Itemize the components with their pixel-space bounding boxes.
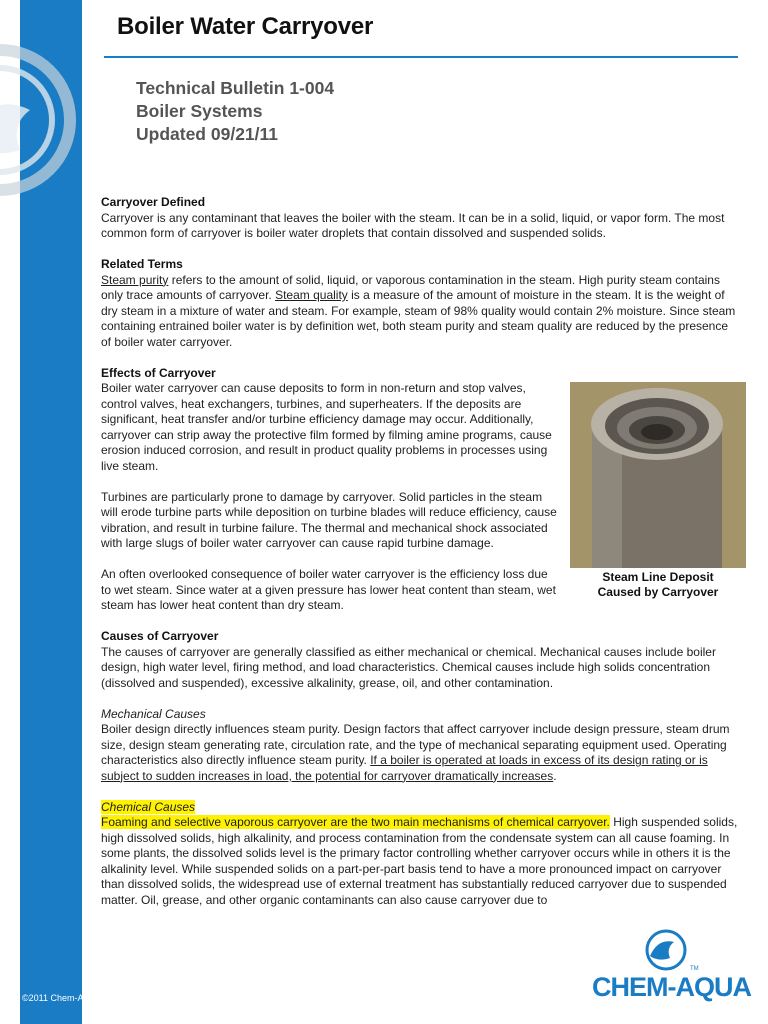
figure-caption bbox=[560, 570, 756, 600]
steam-line-deposit-photo bbox=[570, 382, 746, 568]
chem-aqua-logo-text: CHEM-AQUA bbox=[592, 972, 751, 1002]
pipe-deposit-image bbox=[570, 382, 746, 568]
section-heading-related: Related Terms bbox=[101, 257, 183, 271]
paragraph-effects-3: An often overlooked consequence of boiler water carryover is the efficiency loss due to wet steam. Since water at a given pressure has lower heat content than steam, wet steam has lower heat content than dry steam. bbox=[101, 567, 556, 612]
paragraph-mechanical bbox=[101, 722, 739, 784]
related-text-2: is a measure of the amount of moisture in the steam. It is the weight of dry steam in a mixture of water and steam. For example, steam of 98% quality would contain 2% moisture. Since steam containing entrained boiler water is by definition wet, both steam purity and steam quality are reduced by the presence of boiler water carryover. bbox=[101, 288, 736, 349]
caption-line-1: Steam Line Deposit bbox=[602, 570, 714, 584]
page-title: Boiler Water Carryover bbox=[117, 13, 374, 40]
mechanical-underlined: If a boiler is operated at loads in excess of its design rating or is subject to sudden increases in load, the potential for carryover dramatically increases bbox=[101, 753, 708, 783]
mechanical-end: . bbox=[553, 768, 557, 783]
paragraph-chemical bbox=[101, 815, 739, 908]
subheading-chemical bbox=[101, 800, 739, 816]
paragraph-effects-1: Boiler water carryover can cause deposits to form in non-return and stop valves, control valves, heat exchangers, turbines, and superheaters. If the deposits are significant, heat transfer and/or turbine efficiency damage may occur. Additionally, carryover can strip away the protective film formed by filming amine programs, cause erosion induced corrosion, and result in product quality problems in processes using live steam. bbox=[101, 381, 552, 473]
subheading-mechanical: Mechanical Causes bbox=[101, 706, 206, 721]
bulletin-date: Updated 09/21/11 bbox=[136, 124, 279, 144]
paragraph-related bbox=[101, 273, 739, 351]
bulletin-category: Boiler Systems bbox=[136, 101, 263, 121]
trademark-mark: TM bbox=[690, 966, 699, 972]
chemical-highlight: Foaming and selective vaporous carryover are the two main mechanisms of chemical carryover. bbox=[101, 815, 610, 829]
chemical-heading-highlight: Chemical Causes bbox=[101, 799, 196, 814]
section-heading-defined: Carryover Defined bbox=[101, 195, 206, 209]
wave-logo-watermark bbox=[0, 30, 110, 210]
term-steam-quality: Steam quality bbox=[275, 288, 348, 302]
related-text-1: refers to the amount of solid, liquid, or vaporous contamination in the steam. High purity steam contains only trace amounts of carryover. bbox=[101, 272, 720, 302]
paragraph-causes: The causes of carryover are generally classified as either mechanical or chemical. Mechanical causes include boiler design, high water level, firing method, and load characteristics. Chemical causes include high solids concentration (dissolved and suspended), excessive alkalinity, grease, oil, and other contamination. bbox=[101, 644, 716, 690]
section-heading-effects: Effects of Carryover bbox=[101, 365, 216, 380]
term-steam-purity: Steam purity bbox=[101, 272, 169, 287]
section-heading-causes: Causes of Carryover bbox=[101, 629, 219, 643]
chemical-text: High suspended solids, high dissolved solids, high alkalinity, and process contamination from the condensate system can all cause foaming. In some plants, the dissolved solids level is the primary factor controlling whether carryover occurs while in others it is the alkalinity level. While suspended solids on a part-per-part basis tend to have a more pronounced impact on carryover than dissolved solids, the widespread use of external treatment has substantially reduced carryover due to suspended matter. Oil, grease, and other organic contaminants can also cause carryover due to bbox=[101, 815, 738, 907]
paragraph-defined: Carryover is any contaminant that leaves the boiler with the steam. It can be in a solid, liquid, or vapor form. The most common form of carryover is boiler water droplets that contain dissolved and suspended solids. bbox=[101, 210, 725, 240]
caption-line-2: Caused by Carryover bbox=[597, 585, 719, 599]
bulletin-number: Technical Bulletin 1-004 bbox=[136, 78, 335, 98]
title-divider bbox=[104, 56, 738, 58]
mechanical-text: Boiler design directly influences steam purity. Design factors that affect carryover include design pressure, steam drum size, design steam generating rate, circulation rate, and the type of mechanical separating equipment used. Operating characteristics also directly influence steam purity. bbox=[101, 722, 730, 767]
bulletin-info bbox=[136, 77, 334, 146]
copyright-text: ©2011 Chem-Aqua, Inc. bbox=[22, 993, 119, 1003]
paragraph-effects-2: Turbines are particularly prone to damage by carryover. Solid particles in the steam will erode turbine parts while deposition on turbine blades will reduce efficiency, cause vibration, and result in turbine failure. The thermal and mechanical shock associated with large slugs of boiler water carryover can cause rapid turbine damage. bbox=[101, 489, 557, 550]
